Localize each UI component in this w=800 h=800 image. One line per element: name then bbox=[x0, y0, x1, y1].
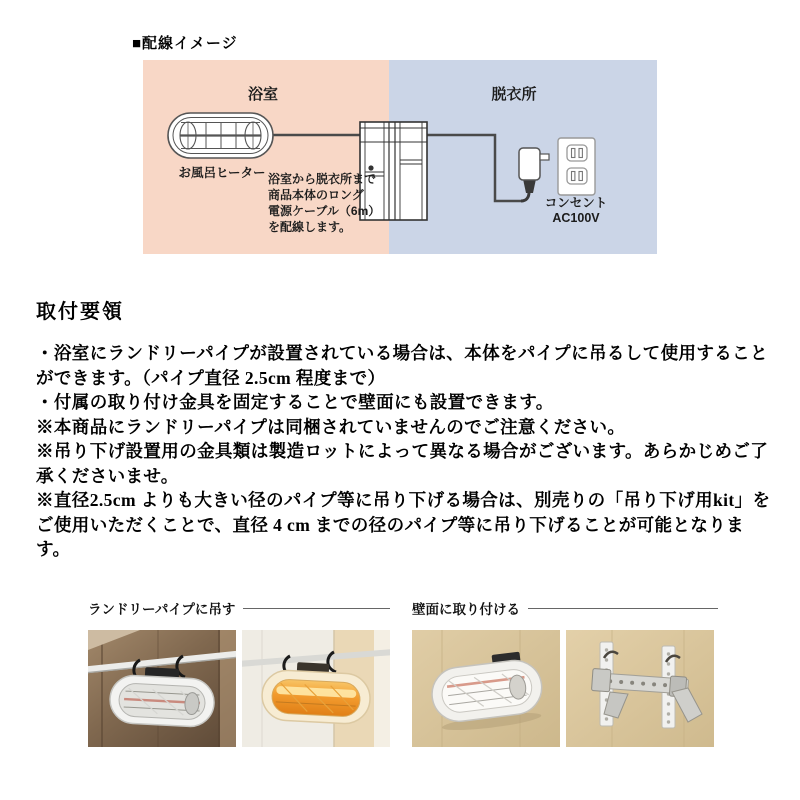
power-plug-illustration bbox=[519, 148, 549, 201]
install-section-heading: 取付要領 bbox=[36, 301, 124, 323]
cable-note bbox=[268, 171, 380, 235]
cable-note-line: を配線します。 bbox=[268, 220, 352, 234]
outlet-illustration bbox=[558, 138, 595, 195]
photo-row bbox=[412, 630, 718, 747]
photo-heater-hanging-lit bbox=[242, 630, 390, 747]
header-rule bbox=[528, 608, 718, 609]
install-instructions bbox=[36, 341, 774, 562]
header-rule bbox=[243, 608, 390, 609]
photo-row bbox=[88, 630, 390, 747]
install-item: ・浴室にランドリーパイプが設置されている場合は、本体をパイプに吊るして使用することができます。（パイプ直径 2.5cm 程度まで） bbox=[36, 343, 768, 388]
outlet-label-line: AC100V bbox=[552, 211, 600, 225]
cable-note-line: 浴室から脱衣所まで bbox=[268, 172, 377, 186]
install-item: ・付属の取り付け金具を固定することで壁面にも設置できます。 bbox=[36, 392, 554, 412]
photo-wall-brackets bbox=[566, 630, 714, 747]
install-item: ※本商品にランドリーパイプは同梱されていませんのでご注意ください。 bbox=[36, 416, 626, 437]
photo-group-label: ランドリーパイプに吊す bbox=[88, 602, 236, 617]
photo-group-header bbox=[88, 599, 390, 617]
wiring-section-heading: ■配線イメージ bbox=[132, 35, 238, 52]
bathroom-label: 浴室 bbox=[247, 86, 279, 103]
door-knob bbox=[368, 165, 373, 170]
bath-heater-illustration bbox=[168, 113, 273, 158]
heater-label: お風呂ヒーター bbox=[178, 166, 266, 180]
photo-heater-hanging-off bbox=[88, 630, 236, 747]
outlet-label bbox=[545, 196, 608, 226]
photo-group-wall-mount bbox=[412, 599, 718, 747]
dressing-room-label: 脱衣所 bbox=[491, 86, 537, 103]
photo-group-header bbox=[412, 599, 718, 617]
photo-group-label: 壁面に取り付ける bbox=[412, 602, 520, 617]
photo-group-laundry-pipe bbox=[88, 599, 390, 747]
wiring-diagram bbox=[143, 60, 657, 254]
outlet-label-line: コンセント bbox=[544, 196, 608, 210]
photo-heater-wall-mounted bbox=[412, 630, 560, 747]
cable-note-line: 電源ケーブル（6m） bbox=[268, 204, 381, 218]
install-item: ※吊り下げ設置用の金具類は製造ロットによって異なる場合がございます。あらかじめご了承くださいませ。 bbox=[36, 441, 769, 486]
cable-note-line: 商品本体のロング bbox=[268, 188, 364, 202]
install-item: ※直径2.5cm よりも大きい径のパイプ等に吊り下げる場合は、別売りの「吊り下げ用kit」をご使用いただくことで、直径 4 cm までの径のパイプ等に吊り下げることが可能となります。 bbox=[36, 490, 771, 559]
